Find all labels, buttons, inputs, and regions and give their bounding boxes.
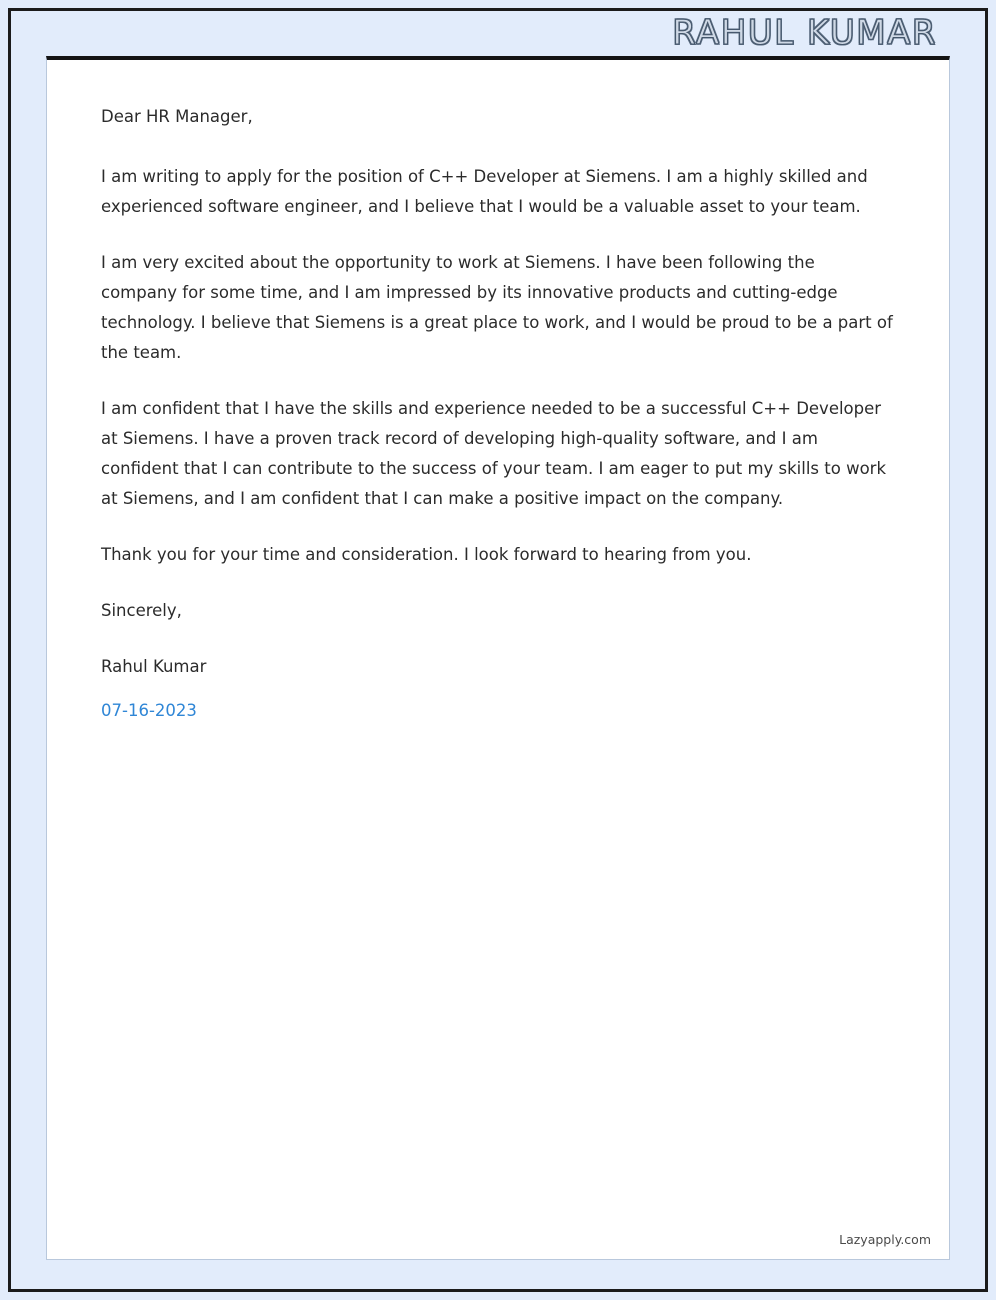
paragraph-2: I am very excited about the opportunity to work at Siemens. I have been following the company for some time, and I am impressed by its innovative products and cutting-edge technology. I believe that Siemens is a great place to work, and I would be proud to be a part of the team. [101, 253, 893, 362]
letter-body [101, 102, 895, 726]
closing: Sincerely, [101, 601, 182, 620]
paragraph-1: I am writing to apply for the position of C++ Developer at Siemens. I am a highly skilled and experienced software engineer, and I believe that I would be a valuable asset to your team. [101, 167, 868, 216]
paragraph-4: Thank you for your time and consideration. I look forward to hearing from you. [101, 545, 752, 564]
paragraph-3: I am confident that I have the skills and experience needed to be a successful C++ Developer at Siemens. I have a proven track record of developing high-quality software, and I am confident that I can contribute to the success of your team. I am eager to put my skills to work at Siemens, and I am confident that I can make a positive impact on the company. [101, 399, 887, 508]
letter-date: 07-16-2023 [101, 701, 197, 720]
letter-sheet [46, 56, 950, 1260]
letter-header [11, 11, 985, 55]
page-title: RAHUL KUMAR [672, 13, 937, 53]
watermark-footer: Lazyapply.com [839, 1232, 931, 1247]
signature-name: Rahul Kumar [101, 657, 207, 676]
salutation: Dear HR Manager, [101, 107, 253, 126]
